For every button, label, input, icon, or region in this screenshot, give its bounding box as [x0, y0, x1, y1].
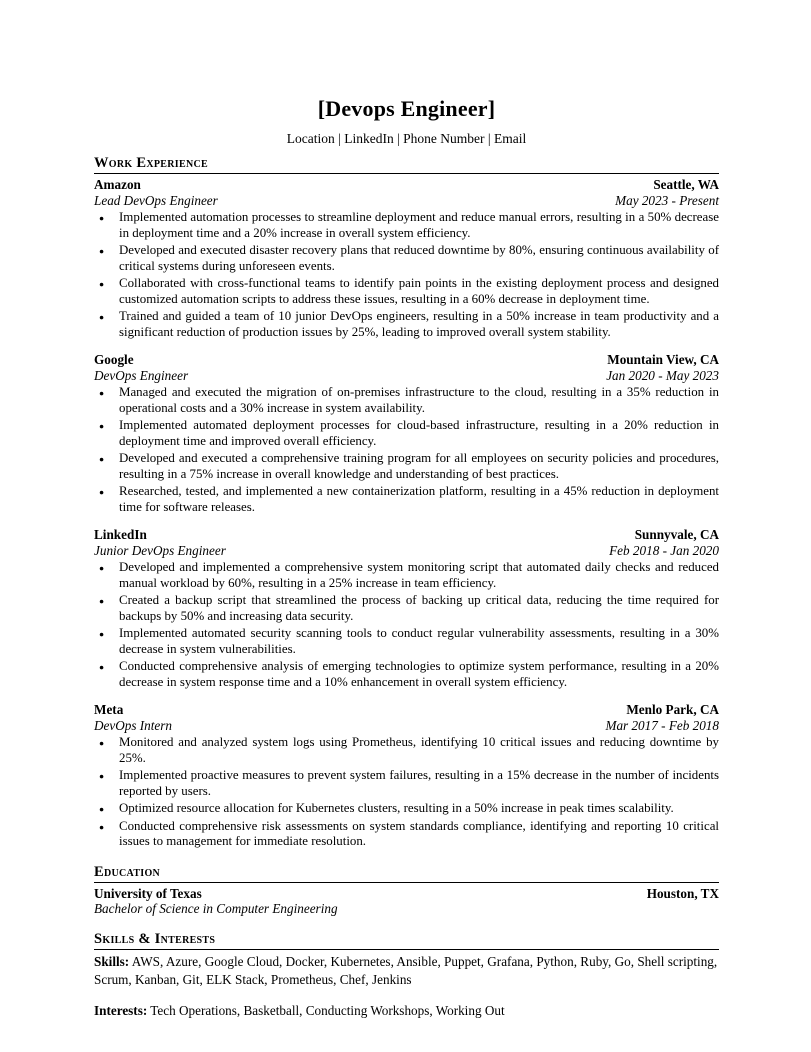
company-name: Amazon — [94, 177, 141, 192]
section-title-work-experience: Work Experience — [94, 155, 719, 174]
section-title-skills: Skills & Interests — [94, 931, 719, 950]
bullet-item: ● Implemented proactive measures to prevent system failures, resulting in a 15% decrease in the number of incidents reported by users. — [94, 768, 719, 799]
bullet-list — [94, 385, 719, 515]
bullet-item: ● Created a backup script that streamlined the process of backing up critical data, reducing the time required for backups by 50% and increasing data security. — [94, 593, 719, 624]
experience-entry-linkedin — [94, 527, 719, 690]
job-title: DevOps Engineer — [94, 367, 189, 383]
experience-entry-amazon — [94, 177, 719, 340]
interests-line — [94, 1002, 719, 1019]
company-name: Google — [94, 352, 134, 368]
skills-label: Skills: — [94, 954, 130, 970]
bullet-item: ● Developed and executed disaster recovery plans that reduced downtime by 80%, ensuring continuous availability of critical systems during unforeseen events. — [94, 243, 719, 274]
bullet-list — [94, 735, 719, 849]
company-location: Seattle, WA — [653, 177, 719, 192]
degree: Bachelor of Science in Computer Engineering — [94, 901, 338, 917]
section-education — [94, 864, 719, 918]
bullet-item: ● Implemented automated security scanning tools to conduct regular vulnerability assessments, resulting in a 30% decrease in system vulnerabilities. — [94, 626, 719, 657]
company-name: LinkedIn — [94, 527, 147, 543]
bullet-item: ● Managed and executed the migration of on-premises infrastructure to the cloud, resulting in a 35% reduction in operational costs and a 30% increase in system availability. — [94, 385, 719, 416]
experience-entry-meta — [94, 702, 719, 850]
job-dates: May 2023 - Present — [615, 192, 719, 208]
company-name: Meta — [94, 702, 124, 718]
bullet-item: ● Trained and guided a team of 10 junior DevOps engineers, resulting in a 50% increase in team productivity and a significant reduction of production issues by 25%, leading to improved overall system stability. — [94, 309, 719, 340]
skills-line — [94, 953, 719, 988]
job-dates: Feb 2018 - Jan 2020 — [609, 542, 719, 558]
section-skills-interests — [94, 931, 719, 1019]
contact-line: Location | LinkedIn | Phone Number | Email — [286, 131, 527, 146]
section-title-education: Education — [94, 864, 719, 883]
school-location: Houston, TX — [646, 885, 719, 901]
bullet-item: ● Optimized resource allocation for Kubernetes clusters, resulting in a 50% increase in peak times scalability. — [94, 801, 719, 816]
bullet-item: ● Monitored and analyzed system logs using Prometheus, identifying 10 critical issues and reducing downtime by 25%. — [94, 735, 719, 766]
bullet-item: ● Developed and executed a comprehensive training program for all employees on security policies and procedures, resulting in a 75% increase in overall knowledge and understanding of best practices. — [94, 451, 719, 482]
company-location: Mountain View, CA — [607, 352, 719, 368]
resume-title: [Devops Engineer] — [317, 96, 496, 121]
job-title: DevOps Intern — [94, 717, 173, 733]
section-work-experience — [94, 155, 719, 850]
bullet-item: ● Conducted comprehensive analysis of emerging technologies to optimize system performance, resulting in a 20% decrease in system response time and a 10% enhancement in overall system efficiency. — [94, 659, 719, 690]
bullet-item: ● Developed and implemented a comprehensive system monitoring script that automated daily checks and reduced manual workload by 60%, resulting in a 25% increase in team efficiency. — [94, 560, 719, 591]
bullet-item: ● Implemented automated deployment processes for cloud-based infrastructure, resulting in a 20% reduction in deployment time and improved overall efficiency. — [94, 418, 719, 449]
company-location: Menlo Park, CA — [626, 702, 719, 718]
job-dates: Mar 2017 - Feb 2018 — [605, 717, 719, 733]
interests-text: Tech Operations, Basketball, Conducting Workshops, Working Out — [150, 1003, 505, 1019]
bullet-list — [94, 210, 719, 340]
bullet-item: ● Collaborated with cross-functional teams to identify pain points in the existing deployment process and designed customized automation scripts to address these issues, resulting in a 60% decrease in deployment time. — [94, 276, 719, 307]
company-location: Sunnyvale, CA — [634, 527, 719, 543]
bullet-item: ● Conducted comprehensive risk assessments on system standards compliance, identifying and reporting 10 critical issues to management for immediate resolution. — [94, 819, 719, 850]
bullet-item: ● Researched, tested, and implemented a new containerization platform, resulting in a 45% reduction in deployment time for software releases. — [94, 484, 719, 515]
bullet-list — [94, 560, 719, 690]
job-title: Lead DevOps Engineer — [94, 192, 218, 208]
job-dates: Jan 2020 - May 2023 — [606, 367, 719, 383]
bullet-item: ● Implemented automation processes to streamline deployment and reduce manual errors, resulting in a 50% decrease in deployment time and a 20% increase in overall system efficiency. — [94, 210, 719, 241]
experience-entry-google — [94, 352, 719, 515]
interests-label: Interests: — [94, 1003, 148, 1019]
skills-text: AWS, Azure, Google Cloud, Docker, Kubernetes, Ansible, Puppet, Grafana, Python, Ruby, Go, Shell scripting, Scrum, Kanban, Git, ELK Stack, Prometheus, Chef, Jenkins — [94, 954, 718, 987]
school-name: University of Texas — [94, 885, 202, 901]
job-title: Junior DevOps Engineer — [94, 542, 226, 558]
